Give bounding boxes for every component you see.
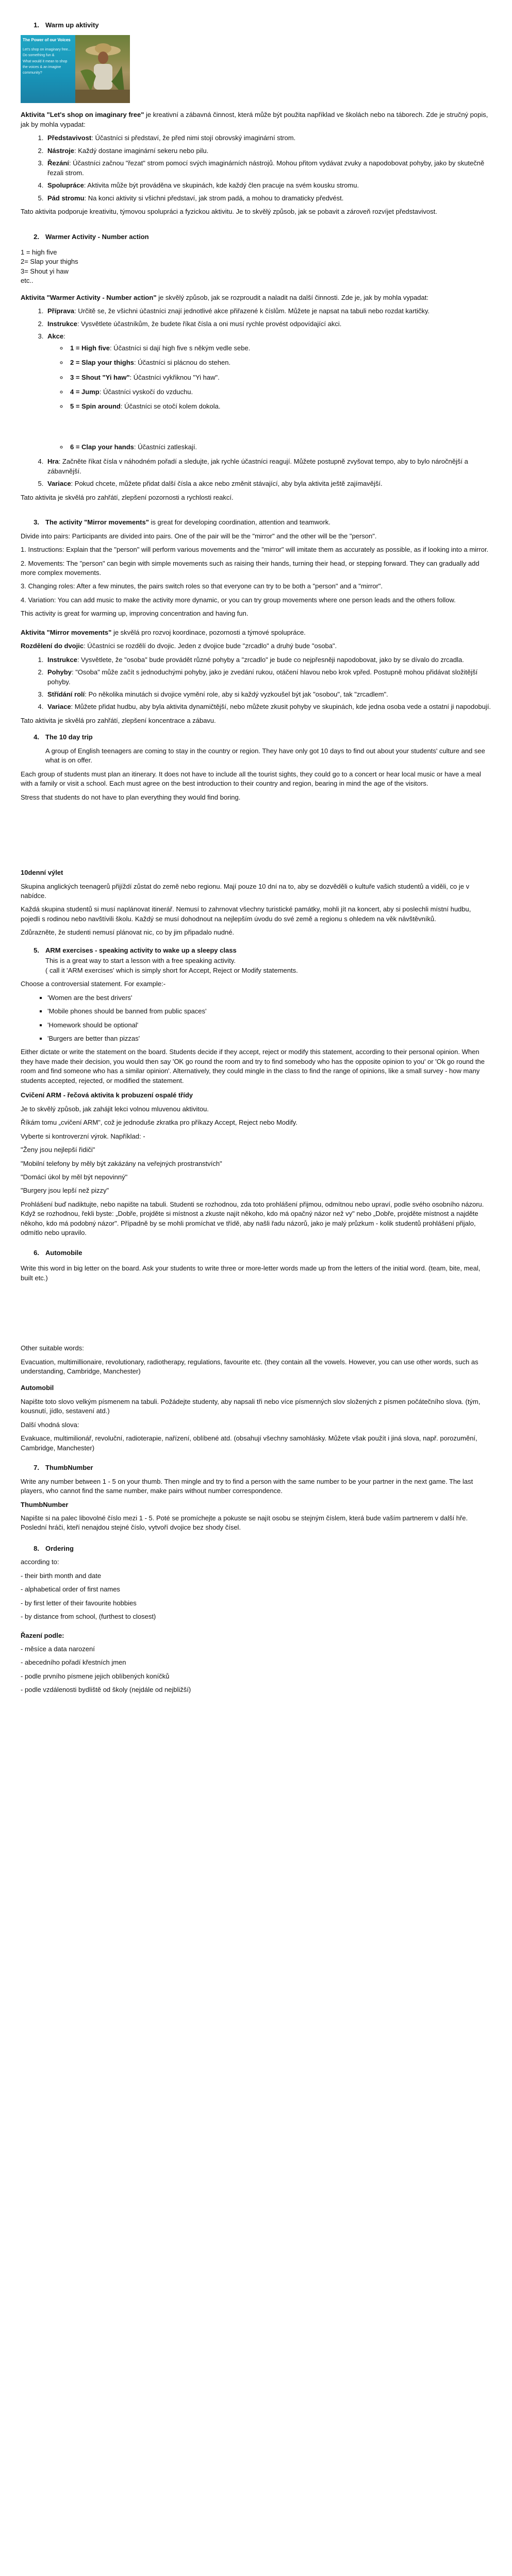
s3-cz-intro: Aktivita "Mirror movements" je skvělá pro rozvoj koordinace, pozornosti a týmové spolupráce. xyxy=(21,628,306,636)
s6-cz-p1: Napište toto slovo velkým písmenem na tabuli. Požádejte studenty, aby napsali tři nebo více písmenných slov složených z písmen počátečního slova. (tým, kousnutí, jídlo, sestavení atd.) xyxy=(21,1397,481,1415)
s8-cz-title: Řazení podle: xyxy=(21,1631,64,1639)
s4-cz-p2: Každá skupina studentů si musí naplánovat itinerář. Nemusí to zahrnovat všechny turistické památky, mohli jít na koncert, aby si poslechli místní hudbu, pojedli s rodinou nebo navštívili školu. Každý se musí dohodnout na nejlepším úvodu do své země a regionu s ohledem na věk návštěvníků. xyxy=(21,905,471,923)
s2-outro: Tato aktivita je skvělá pro zahřátí, zlepšení pozornosti a rychlosti reakcí. xyxy=(21,493,234,501)
s3-list xyxy=(45,655,491,712)
list-item: 5. Variace: Pokud chcete, můžete přidat další čísla a akce nebo změnit stávající, aby byla aktivita ještě zajímavější. xyxy=(45,479,491,488)
s4-lead: A group of English teenagers are coming to stay in the country or region. They have only got 10 days to find out about your students' culture and see what is on offer. xyxy=(45,747,485,765)
s2-list xyxy=(45,307,491,488)
s8-cz-list xyxy=(21,1645,491,1695)
section-4-heading: 4. The 10 day trip xyxy=(34,733,93,741)
s5-cz-p3: Vyberte si kontroverzní výrok. Například: - xyxy=(21,1132,145,1140)
s5-cz-p2: Říkám tomu „cvičení ARM", což je jednoduše zkratka pro příkazy Accept, Reject nebo Modify. xyxy=(21,1118,298,1127)
s5-cz-title: Cvičení ARM - řečová aktivita k probuzení ospalé třídy xyxy=(21,1091,193,1099)
s7-cz-p1: Napište si na palec libovolné číslo mezi 1 - 5. Poté se promíchejte a pokuste se najít osobu se stejným číslem, která bude vaším partnerem v další hře. Poslední hráči, kteří nenajdou stejné číslo, vytvoří dvojice bez shody čísel. xyxy=(21,1514,468,1532)
section-3-heading: 3. The activity "Mirror movements" is great for developing coordination, attention and teamwork. xyxy=(34,518,331,527)
list-item: - podle vzdálenosti bydliště od školy (nejdále od nejbližší) xyxy=(21,1686,191,1694)
s3-cz-pairs: Rozdělení do dvojic: Účastníci se rozdělí do dvojic. Jeden z dvojice bude "zrcadlo" a druhý bude "osoba". xyxy=(21,642,337,650)
s1-outro: Tato aktivita podporuje kreativitu, týmovou spolupráci a fyzickou aktivitu. Je to skvělý způsob, jak se pobavit a zároveň rozvíjet představivost. xyxy=(21,208,437,216)
image-line: Let's shop on imaginary free... xyxy=(23,48,71,52)
list-item: ◦ 1 = High five: Účastníci si dají high five s někým vedle sebe. xyxy=(68,344,491,353)
list-item: - měsíce a data narození xyxy=(21,1645,95,1653)
section-5-heading: 5. ARM exercises - speaking activity to wake up a sleepy class xyxy=(34,946,237,954)
list-item: 4. Spolupráce: Aktivita může být prováděna ve skupinách, kde každý člen pracuje na svém kousku stromu. xyxy=(45,181,491,190)
list-item: 2. Pohyby: "Osoba" může začít s jednoduchými pohyby, jako je zvedání rukou, otáčení hlavou nebo krok vpřed. Postupně mohou přidávat složitější pohyby. xyxy=(45,668,491,687)
s5-statements xyxy=(47,993,491,1044)
list-item: 4. Hra: Začněte říkat čísla v náhodném pořadí a sledujte, jak rychle účastníci reagují. Můžete postupně zvyšovat tempo, aby to bylo náročnější a zábavnější. xyxy=(45,457,491,476)
s5-cz-statements xyxy=(21,1145,491,1196)
s4-cz-p3: Zdůrazněte, že studenti nemusí plánovat nic, co by jim připadalo nudné. xyxy=(21,928,235,937)
s5-lead: This is a great way to start a lesson with a free speaking activity. ( call it 'ARM exercises' which is simply short for Accept, Reject or Modify statements. xyxy=(45,957,298,974)
list-item: ◦ 5 = Spin around: Účastníci se otočí kolem dokola. xyxy=(68,402,491,411)
list-item: "Ženy jsou nejlepší řidiči" xyxy=(21,1146,95,1154)
list-item: ▪ 'Mobile phones should be banned from public spaces' xyxy=(47,1007,491,1016)
section-1-heading: 1. Warm up aktivity xyxy=(34,21,99,29)
image-line: Do something fun & xyxy=(23,54,55,58)
list-item: 3. Řezání: Účastníci začnou "řezat" strom pomocí svých imaginárních nástrojů. Mohou přitom vydávat zvuky a napodobovat pohyby, jako by skutečně řezali strom. xyxy=(45,159,491,178)
s1-intro: Aktivita "Let's shop on imaginary free" je kreativní a zábavná činnost, která může být použita například ve školách nebo na táborech. Zde je stručný popis, jak by mohla vypadat: xyxy=(21,111,488,128)
list-item: 1. Příprava: Určitě se, že všichni účastníci znají jednotlivé akce přiřazené k číslům. Můžete je napsat na tabuli nebo rozdat kartičky. xyxy=(45,307,491,316)
s1-list xyxy=(45,133,491,203)
s6-cz-title: Automobil xyxy=(21,1384,54,1392)
list-item: 2. Nástroje: Každý dostane imaginární sekeru nebo pilu. xyxy=(45,146,491,156)
s2-intro: Aktivita "Warmer Activity - Number action" je skvělý způsob, jak se rozproudit a naladit na další činnosti. Zde je, jak by mohla vypadat: xyxy=(21,293,428,301)
list-item: "Burgery jsou lepší než pizzy" xyxy=(21,1187,109,1195)
s5-p2: Either dictate or write the statement on the board. Students decide if they accept, reject or modify this statement, according to their personal opinion. When they have made their decision, you would then say 'OK go round the room and try to find somebody who has the opposite opinion to you' or 'Ok go round the room and find someone who has a similar opinion'. Alternatively, they could mingle in the class to find the range of opinions, like a small survey - how many students accepted, rejected, or modified the statement. xyxy=(21,1048,485,1084)
image-slide-panel xyxy=(21,35,75,103)
list-item: 4. Variace: Můžete přidat hudbu, aby byla aktivita dynamičtější, nebo můžete zkusit pohyby ve skupinách, kde jedna osoba vede a ostatní ji napodobují. xyxy=(45,702,491,711)
list-item: ◦ 6 = Clap your hands: Účastníci zatleskají. xyxy=(68,443,491,452)
list-item: ◦ 4 = Jump: Účastníci vyskočí do vzduchu. xyxy=(68,387,491,397)
image-line: community? xyxy=(23,71,42,75)
list-item: - their birth month and date xyxy=(21,1571,102,1580)
list-item: ◦ 2 = Slap your thighs: Účastníci si plácnou do stehen. xyxy=(68,358,491,367)
s3-p3: 2. Movements: The "person" can begin with simple movements such as raising their hands, turning their head, or stepping forward. They can gradually add more complex movements. xyxy=(21,559,480,577)
s3-p2: 1. Instructions: Explain that the "person" will perform various movements and the "mirror" will imitate them as accurately as possible, as if looking into a mirror. xyxy=(21,546,489,554)
s3-outro: Tato aktivita je skvělá pro zahřátí, zlepšení koncentrace a zábavu. xyxy=(21,716,216,724)
s3-p4: 3. Changing roles: After a few minutes, the pairs switch roles so that everyone can try to be both a "person" and a "mirror". xyxy=(21,582,383,590)
list-item: ▪ 'Women are the best drivers' xyxy=(47,993,491,1003)
s5-cz-p1: Je to skvělý způsob, jak zahájit lekci volnou mluvenou aktivitou. xyxy=(21,1105,209,1113)
s7-cz-title: ThumbNumber xyxy=(21,1500,69,1509)
s8-p1: according to: xyxy=(21,1558,59,1566)
s2-actions xyxy=(68,344,491,452)
list-item: - by distance from school, (furthest to closest) xyxy=(21,1613,156,1621)
list-item: "Mobilní telefony by měly být zakázány na veřejných prostranstvích" xyxy=(21,1159,222,1167)
list-item: ▪ 'Homework should be optional' xyxy=(47,1021,491,1030)
list-item: 2. Instrukce: Vysvětlete účastníkům, že budete říkat čísla a oni musí rychle provést odpovídající akci. xyxy=(45,319,491,329)
list-item: - by first letter of their favourite hobbies xyxy=(21,1599,137,1607)
s6-p2: Other suitable words: xyxy=(21,1344,84,1352)
list-item: "Domácí úkol by měl být nepovinný" xyxy=(21,1173,128,1181)
s4-cz-title: 10denní výlet xyxy=(21,869,63,877)
image-line: What would it mean to shop xyxy=(23,59,68,63)
list-item: 5. Pád stromu: Na konci aktivity si všichni představí, jak strom padá, a mohou to dramaticky předvést. xyxy=(45,194,491,203)
s6-p3: Evacuation, multimillionaire, revolutionary, radiotherapy, regulations, favourite etc. (they contain all the vowels. However, you can use other words, such as understanding, Cambridge, Manchester) xyxy=(21,1358,478,1375)
list-item: - alphabetical order of first names xyxy=(21,1585,120,1594)
image-line: the voices & an imagine xyxy=(23,65,61,69)
section-6-heading: 6. Automobile xyxy=(34,1248,82,1257)
section-8-heading: 8. Ordering xyxy=(34,1544,74,1552)
section-7-heading: 7. ThumbNumber xyxy=(34,1464,93,1472)
list-item: - abecedního pořadí křestních jmen xyxy=(21,1658,126,1667)
s4-cz-p1: Skupina anglických teenagerů přijíždí zůstat do země nebo regionu. Mají pouze 10 dní na to, aby se dozvěděli o kultuře vašich studentů a viděli, co je v nabídce. xyxy=(21,882,470,900)
list-item: 3. Akce: ◦ 1 = High five: Účastníci si dají high five s někým vedle sebe. ◦ 2 = Slap your thighs: Účastníci si plácnou do stehen. ◦ 3 = Shout "Yi haw": Účastníci vykřiknou "Yi haw". ◦ 4 = Jump: Účastníci vyskočí do vzduchu. ◦ 5 = Spin around: Účastníci se otočí kolem dokola. ◦ 6 = Clap your hands: Účastníci zatleskají. xyxy=(45,332,491,452)
s8-list xyxy=(21,1571,491,1622)
s5-p1: Choose a controversial statement. For example:- xyxy=(21,980,166,988)
list-item: ▪ 'Burgers are better than pizzas' xyxy=(47,1034,491,1043)
image-title: The Power of our Voices xyxy=(23,38,71,43)
s6-cz-p2: Další vhodná slova: xyxy=(21,1420,79,1429)
list-item: - podle prvního písmene jejich oblíbených koníčků xyxy=(21,1672,170,1680)
s3-p5: 4. Variation: You can add music to make the activity more dynamic, or you can try group movements where one person leads and the others follow. xyxy=(21,596,456,604)
list-item: ◦ 3 = Shout "Yi haw": Účastníci vykřiknou "Yi haw". xyxy=(68,373,491,382)
s3-p6: This activity is great for warming up, improving concentration and having fun. xyxy=(21,609,249,618)
list-item: 3. Střídání rolí: Po několika minutách si dvojice vymění role, aby si každý vyzkoušel být jak "osobou", tak "zrcadlem". xyxy=(45,690,491,699)
s7-p1: Write any number between 1 - 5 on your thumb. Then mingle and try to find a person with the same number to be your partner in the next game. The last players, who cannot find the same number, make pairs without number correspondence. xyxy=(21,1477,473,1495)
s6-cz-p3: Evakuace, multimilionář, revoluční, radioterapie, nařízení, oblíbené atd. (obsahují všechny samohlásky. Můžete však použít i jiná slova, např. porozumění, Cambridge, Manchester) xyxy=(21,1434,477,1452)
s2-key: 1 = high five 2= Slap your thighs 3= Shout yi haw etc.. xyxy=(21,248,78,285)
s4-p2: Stress that students do not have to plan everything they would find boring. xyxy=(21,793,241,801)
s4-p1: Each group of students must plan an itinerary. It does not have to include all the tourist sights, they could go to a concert or hear local music or have a meal with a family or visit a school. Each must agree on the best introduction to their country and region, bearing in mind the age of the visitors. xyxy=(21,770,481,788)
list-item: 1. Představivost: Účastníci si představí, že před nimi stojí obrovský imaginární strom. xyxy=(45,133,491,143)
list-item: 1. Instrukce: Vysvětlete, že "osoba" bude provádět různé pohyby a "zrcadlo" je bude co nejpřesněji napodobovat, jako by se dívalo do zrcadla. xyxy=(45,655,491,665)
s5-cz-p4: Prohlášení buď nadiktujte, nebo napište na tabuli. Studenti se rozhodnou, zda toto prohlášení přijmou, odmítnou nebo upraví, podle svého osobního názoru. Když se rozhodnou, řekli byste: „Dobře, projděte si místnost a zkuste najít někoho, kdo má opačný názor než vy" nebo „Dobře, projděte místnost a najděte někoho, kdo má podobný názor". Případně by se mohli promíchat ve třídě, aby našli řadu názorů, jako je malý průzkum - kolik studentů prohlášení přijalo, odmítlo nebo upravilo. xyxy=(21,1200,484,1237)
voices-image xyxy=(21,35,130,103)
person-photo xyxy=(75,35,130,103)
section-2-heading: 2. Warmer Activity - Number action xyxy=(34,232,149,241)
s6-p1: Write this word in big letter on the board. Ask your students to write three or more-letter words made up from the letters of the initial word. (team, bite, meal, built etc.) xyxy=(21,1264,481,1282)
s3-p1: Divide into pairs: Participants are divided into pairs. One of the pair will be the "mirror" and the other will be the "person". xyxy=(21,532,377,540)
